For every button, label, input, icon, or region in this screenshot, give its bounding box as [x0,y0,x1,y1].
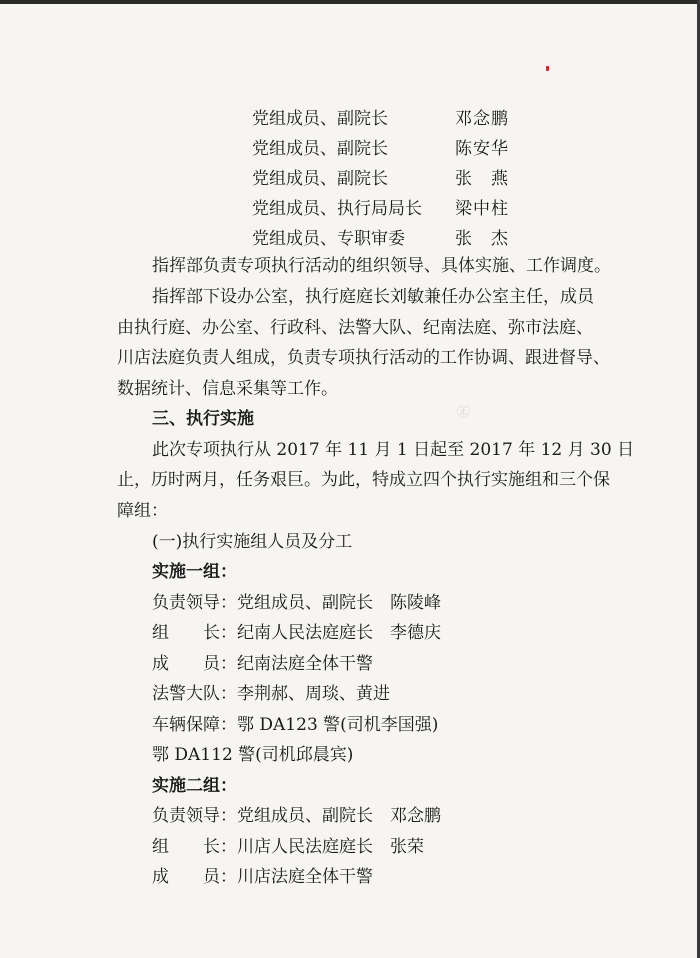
group2-member-value: 川店法庭全体干警 [237,867,373,887]
group1-vehicle-value-2: 鄂 DA112 警(司机邱晨宾) [152,745,354,765]
paragraph-office-line-2: 由执行庭、办公室、行政科、法警大队、纪南法庭、弥市法庭、 [117,318,593,338]
section-heading-execution: 三、执行实施 [152,409,254,429]
group1-head-label: 组 长： [152,623,237,643]
leader-name-1: 邓念鹏 [455,109,509,129]
group1-vehicle-row [152,714,438,736]
group1-vehicle-label: 车辆保障： [152,715,237,735]
group1-member-row [152,653,373,675]
leader-name-2: 陈安华 [455,139,509,159]
scan-edge-top [0,0,700,4]
leader-title-2: 党组成员、副院长 [252,139,388,159]
group1-police-label: 法警大队： [152,684,237,704]
leader-title-3: 党组成员、副院长 [252,169,388,189]
leader-title-5: 党组成员、专职审委 [252,229,405,249]
group1-leader-row [152,592,441,614]
group2-heading: 实施二组： [152,776,237,796]
group2-head-row [152,836,424,858]
leader-name-3: 张 燕 [455,169,509,189]
group2-head-label: 组 长： [152,837,237,857]
subsection-heading-groups: (一)执行实施组人员及分工 [152,532,353,552]
group1-member-value: 纪南法庭全体干警 [237,654,373,674]
red-ink-mark [546,66,549,71]
group1-leader-label: 负责领导： [152,593,237,613]
group1-head-value: 纪南人民法庭庭长 李德庆 [237,623,441,643]
group1-police-row [152,683,390,705]
leader-name-4: 梁中柱 [455,199,509,219]
group2-leader-value: 党组成员、副院长 邓念鹏 [237,806,441,826]
paragraph-office-line-1: 指挥部下设办公室，执行庭庭长刘敏兼任办公室主任，成员 [152,287,594,307]
group1-vehicle-value: 鄂 DA123 警(司机李国强) [237,715,439,735]
leader-name-5: 张 杰 [455,229,509,249]
paragraph-office-line-3: 川店法庭负责人组成，负责专项执行活动的工作协调、跟进督导、 [117,348,610,368]
group1-head-row [152,622,441,644]
paragraph-office-line-4: 数据统计、信息采集等工作。 [117,379,338,399]
group2-member-row [152,866,373,888]
group2-member-label: 成 员： [152,867,237,887]
group1-heading: 实施一组： [152,562,237,582]
paragraph-period-line-2: 止，历时两月，任务艰巨。为此，特成立四个执行实施组和三个保 [117,470,610,490]
paragraph-command-duty: 指挥部负责专项执行活动的组织领导、具体实施、工作调度。 [152,256,611,276]
paragraph-period-line-1: 此次专项执行从 2017 年 11 月 1 日起至 2017 年 12 月 30 日 [152,440,635,460]
group1-member-label: 成 员： [152,654,237,674]
leader-title-1: 党组成员、副院长 [252,109,388,129]
group1-police-value: 李荆郝、周琰、黄进 [237,684,390,704]
faint-bleed-mark: ㊣ [457,405,471,420]
group2-leader-label: 负责领导： [152,806,237,826]
paragraph-period-line-3: 障组： [117,501,168,521]
group1-leader-value: 党组成员、副院长 陈陵峰 [237,593,441,613]
leader-title-4: 党组成员、执行局局长 [252,199,422,219]
group2-head-value: 川店人民法庭庭长 张荣 [237,837,424,857]
group2-leader-row [152,805,441,827]
